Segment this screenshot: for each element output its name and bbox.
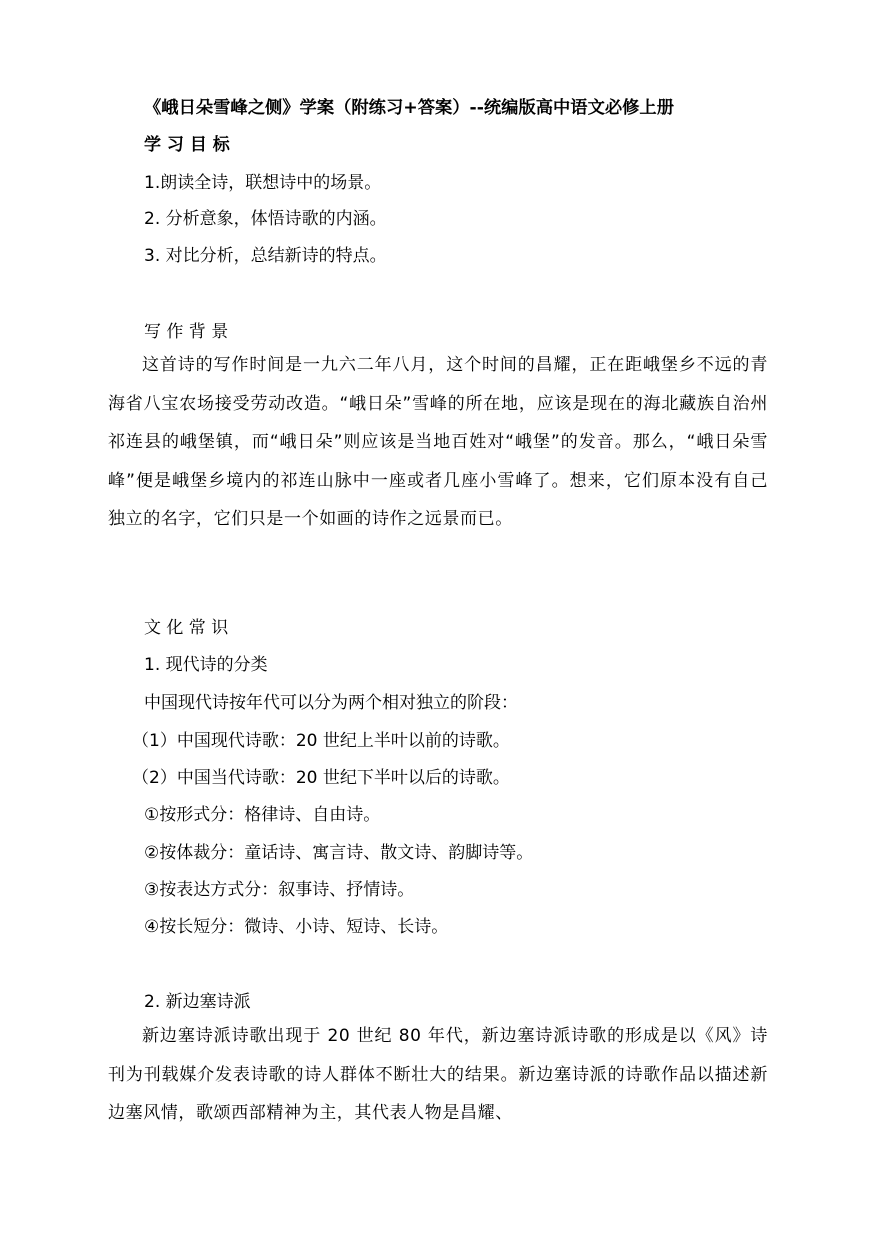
section-title-new-frontier: 2. 新边塞诗派 bbox=[144, 992, 251, 1012]
objective-item: 2. 分析意象，体悟诗歌的内涵。 bbox=[144, 209, 387, 229]
new-frontier-paragraph: 新边塞诗派诗歌出现于 20 世纪 80 年代，新边塞诗派诗歌的形成是以《风》诗刊为刊载媒介发表诗歌的诗人群体不断壮大的结果。新边塞诗派的诗歌作品以描述新边塞风情，歌颂西部精神为主，其代表人物是昌耀、 bbox=[108, 1026, 768, 1124]
culture-heading: 文 化 常 识 bbox=[144, 618, 229, 638]
background-heading: 写 作 背 景 bbox=[144, 322, 229, 342]
classification-item: ③按表达方式分：叙事诗、抒情诗。 bbox=[144, 880, 415, 900]
background-paragraph: 这首诗的写作时间是一九六二年八月，这个时间的昌耀，正在距峨堡乡不远的青海省八宝农场接受劳动改造。“峨日朵”雪峰的所在地，应该是现在的海北藏族自治州祁连县的峨堡镇，而“峨日朵”则应该是当地百姓对“峨堡”的发音。那么，“峨日朵雪峰”便是峨堡乡境内的祁连山脉中一座或者几座小雪峰了。想来，它们原本没有自己独立的名字，它们只是一个如画的诗作之远景而已。 bbox=[108, 355, 768, 530]
classification-item: （2）中国当代诗歌：20 世纪下半叶以后的诗歌。 bbox=[132, 768, 510, 788]
document-title: 《峨日朵雪峰之侧》学案（附练习+答案）--统编版高中语文必修上册 bbox=[144, 98, 674, 118]
classification-item: ②按体裁分：童话诗、寓言诗、散文诗、韵脚诗等。 bbox=[144, 843, 534, 863]
objective-item: 1.朗读全诗，联想诗中的场景。 bbox=[144, 173, 382, 193]
modern-poetry-intro: 中国现代诗按年代可以分为两个相对独立的阶段： bbox=[144, 693, 518, 713]
classification-item: ④按长短分：微诗、小诗、短诗、长诗。 bbox=[144, 917, 449, 937]
classification-item: ①按形式分：格律诗、自由诗。 bbox=[144, 805, 381, 825]
objectives-heading: 学 习 目 标 bbox=[144, 135, 230, 155]
classification-item: （1）中国现代诗歌：20 世纪上半叶以前的诗歌。 bbox=[132, 731, 510, 751]
objective-item: 3. 对比分析，总结新诗的特点。 bbox=[144, 246, 387, 266]
section-title-modern-poetry: 1. 现代诗的分类 bbox=[144, 655, 268, 675]
